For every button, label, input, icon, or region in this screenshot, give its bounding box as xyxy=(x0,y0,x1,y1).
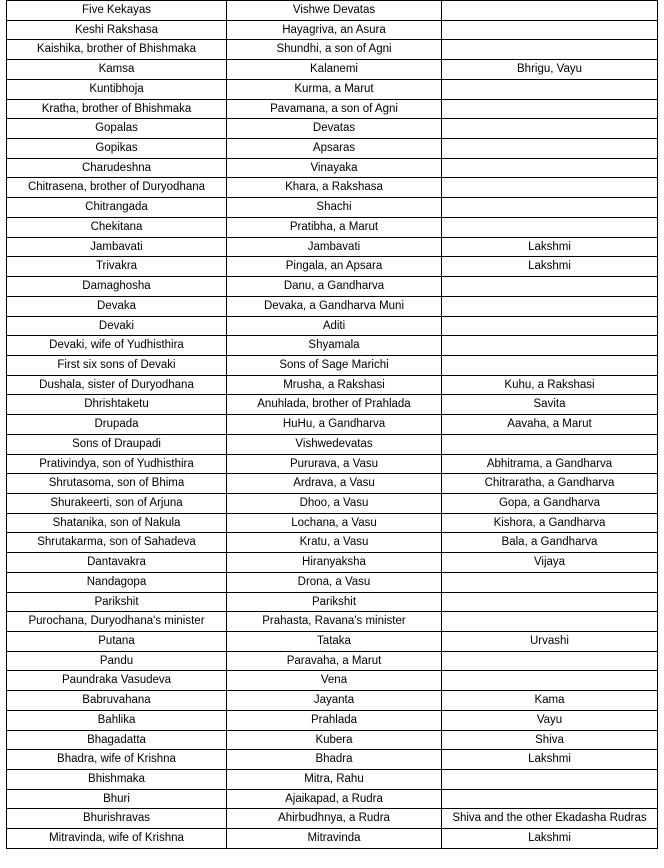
table-row xyxy=(7,829,658,849)
table-cell: Sons of Sage Marichi xyxy=(227,355,442,375)
table-cell: Khara, a Rakshasa xyxy=(227,178,442,198)
table-cell: Dhrishtaketu xyxy=(7,395,227,415)
table-cell xyxy=(442,572,658,592)
table-cell: Devaki, wife of Yudhisthira xyxy=(7,336,227,356)
table-cell: Mitravinda, wife of Krishna xyxy=(7,829,227,849)
table-cell: Kurma, a Marut xyxy=(227,79,442,99)
table-cell: Bala, a Gandharva xyxy=(442,533,658,553)
table-row xyxy=(7,691,658,711)
table-row xyxy=(7,710,658,730)
table-cell: Lakshmi xyxy=(442,237,658,257)
table-row xyxy=(7,750,658,770)
table-cell xyxy=(442,592,658,612)
table-row xyxy=(7,415,658,435)
table-cell: Anuhlada, brother of Prahlada xyxy=(227,395,442,415)
table-cell: Drupada xyxy=(7,415,227,435)
correspondence-table xyxy=(6,0,658,849)
table-cell: Aavaha, a Marut xyxy=(442,415,658,435)
table-cell: Shatanika, son of Nakula xyxy=(7,513,227,533)
table-cell: Mitravinda xyxy=(227,829,442,849)
table-cell: Pururava, a Vasu xyxy=(227,454,442,474)
table-cell: Putana xyxy=(7,632,227,652)
table-cell xyxy=(442,198,658,218)
table-cell: Chitrasena, brother of Duryodhana xyxy=(7,178,227,198)
table-row xyxy=(7,493,658,513)
table-cell xyxy=(442,119,658,139)
table-cell xyxy=(442,178,658,198)
table-cell: Vishwe Devatas xyxy=(227,1,442,21)
table-cell: Kuhu, a Rakshasi xyxy=(442,375,658,395)
table-cell: Gopalas xyxy=(7,119,227,139)
table-row xyxy=(7,474,658,494)
table-row xyxy=(7,198,658,218)
table-cell: Jambavati xyxy=(7,237,227,257)
table-row xyxy=(7,375,658,395)
table-cell: Kaishika, brother of Bhishmaka xyxy=(7,40,227,60)
table-row xyxy=(7,178,658,198)
table-cell: Devatas xyxy=(227,119,442,139)
table-row xyxy=(7,139,658,159)
table-cell: Parikshit xyxy=(227,592,442,612)
table-cell: Shurakeerti, son of Arjuna xyxy=(7,493,227,513)
table-cell: Vayu xyxy=(442,710,658,730)
table-cell: Vijaya xyxy=(442,553,658,573)
table-cell: Jayanta xyxy=(227,691,442,711)
table-cell: Kishora, a Gandharva xyxy=(442,513,658,533)
table-cell: Gopikas xyxy=(7,139,227,159)
table-cell: Charudeshna xyxy=(7,158,227,178)
table-cell: Trivakra xyxy=(7,257,227,277)
table-cell: Pandu xyxy=(7,651,227,671)
table-cell: Ajaikapad, a Rudra xyxy=(227,789,442,809)
table-cell: Shiva and the other Ekadasha Rudras xyxy=(442,809,658,829)
table-cell: Purochana, Duryodhana's minister xyxy=(7,612,227,632)
table-row xyxy=(7,730,658,750)
table-cell xyxy=(442,277,658,297)
table-cell xyxy=(442,139,658,159)
table-cell: Bhurishravas xyxy=(7,809,227,829)
table-cell: First six sons of Devaki xyxy=(7,355,227,375)
table-row xyxy=(7,395,658,415)
table-row xyxy=(7,454,658,474)
table-cell: Hiranyaksha xyxy=(227,553,442,573)
table-cell: Shiva xyxy=(442,730,658,750)
table-cell xyxy=(442,79,658,99)
table-cell: Shrutakarma, son of Sahadeva xyxy=(7,533,227,553)
table-cell: Dantavakra xyxy=(7,553,227,573)
table-cell: Vinayaka xyxy=(227,158,442,178)
table-cell: Bhuri xyxy=(7,789,227,809)
table-cell: Shrutasoma, son of Bhima xyxy=(7,474,227,494)
table-cell: Shyamala xyxy=(227,336,442,356)
table-cell: Prativindya, son of Yudhisthira xyxy=(7,454,227,474)
table-row xyxy=(7,99,658,119)
table-cell: Abhitrama, a Gandharva xyxy=(442,454,658,474)
table-cell: Mitra, Rahu xyxy=(227,770,442,790)
table-cell xyxy=(442,789,658,809)
table-cell: Nandagopa xyxy=(7,572,227,592)
table-cell: Ardrava, a Vasu xyxy=(227,474,442,494)
table-cell: Lakshmi xyxy=(442,750,658,770)
table-cell xyxy=(442,336,658,356)
table-cell: Damaghosha xyxy=(7,277,227,297)
table-cell: Devaka, a Gandharva Muni xyxy=(227,296,442,316)
table-cell: Apsaras xyxy=(227,139,442,159)
table-cell: Lakshmi xyxy=(442,257,658,277)
table-cell xyxy=(442,355,658,375)
table-cell: Tataka xyxy=(227,632,442,652)
table-cell: Bahlika xyxy=(7,710,227,730)
table-row xyxy=(7,20,658,40)
table-cell: Kalanemi xyxy=(227,60,442,80)
table-row xyxy=(7,671,658,691)
table-cell xyxy=(442,99,658,119)
table-row xyxy=(7,158,658,178)
table-row xyxy=(7,217,658,237)
table-cell: Savita xyxy=(442,395,658,415)
table-row xyxy=(7,434,658,454)
table-cell: Dushala, sister of Duryodhana xyxy=(7,375,227,395)
table-cell: Kama xyxy=(442,691,658,711)
table-cell: Bhadra, wife of Krishna xyxy=(7,750,227,770)
table-row xyxy=(7,336,658,356)
table-cell: Lakshmi xyxy=(442,829,658,849)
table-cell: Prahlada xyxy=(227,710,442,730)
table-cell: Shundhi, a son of Agni xyxy=(227,40,442,60)
table-cell: Lochana, a Vasu xyxy=(227,513,442,533)
table-row xyxy=(7,1,658,21)
table-row xyxy=(7,612,658,632)
table-cell: Babruvahana xyxy=(7,691,227,711)
table-cell: Parikshit xyxy=(7,592,227,612)
table-row xyxy=(7,355,658,375)
table-cell xyxy=(442,158,658,178)
table-cell xyxy=(442,217,658,237)
table-cell: Devaki xyxy=(7,316,227,336)
table-cell: Kamsa xyxy=(7,60,227,80)
table-row xyxy=(7,592,658,612)
table-cell: Mrusha, a Rakshasi xyxy=(227,375,442,395)
table-cell xyxy=(442,612,658,632)
table-cell: Kuntibhoja xyxy=(7,79,227,99)
table-cell xyxy=(442,296,658,316)
table-cell: Pratibha, a Marut xyxy=(227,217,442,237)
table-cell: Chitraratha, a Gandharva xyxy=(442,474,658,494)
table-cell: Pavamana, a son of Agni xyxy=(227,99,442,119)
table-cell: Bhishmaka xyxy=(7,770,227,790)
table-cell: Gopa, a Gandharva xyxy=(442,493,658,513)
table-cell: Dhoo, a Vasu xyxy=(227,493,442,513)
table-row xyxy=(7,513,658,533)
table-cell: Kubera xyxy=(227,730,442,750)
table-cell xyxy=(442,20,658,40)
table-row xyxy=(7,770,658,790)
table-cell: Vishwedevatas xyxy=(227,434,442,454)
table-cell xyxy=(442,316,658,336)
table-row xyxy=(7,316,658,336)
table-cell xyxy=(442,434,658,454)
table-row xyxy=(7,533,658,553)
table-row xyxy=(7,257,658,277)
table-cell: Urvashi xyxy=(442,632,658,652)
table-cell: Kratu, a Vasu xyxy=(227,533,442,553)
table-cell: Sons of Draupadi xyxy=(7,434,227,454)
table-row xyxy=(7,651,658,671)
table-cell: Chekitana xyxy=(7,217,227,237)
table-cell xyxy=(442,770,658,790)
table-cell: Ahirbudhnya, a Rudra xyxy=(227,809,442,829)
table-cell: Devaka xyxy=(7,296,227,316)
table-cell: Bhrigu, Vayu xyxy=(442,60,658,80)
table-row xyxy=(7,237,658,257)
table-cell: Bhadra xyxy=(227,750,442,770)
table-row xyxy=(7,632,658,652)
table-row xyxy=(7,60,658,80)
table-cell xyxy=(442,651,658,671)
table-cell: Keshi Rakshasa xyxy=(7,20,227,40)
table-cell: Pingala, an Apsara xyxy=(227,257,442,277)
table-row xyxy=(7,40,658,60)
table-cell: Jambavati xyxy=(227,237,442,257)
table-cell: Prahasta, Ravana's minister xyxy=(227,612,442,632)
table-row xyxy=(7,809,658,829)
table-row xyxy=(7,277,658,297)
table-cell: Paravaha, a Marut xyxy=(227,651,442,671)
table-cell: Drona, a Vasu xyxy=(227,572,442,592)
table-cell: Shachi xyxy=(227,198,442,218)
table-cell xyxy=(442,40,658,60)
table-row xyxy=(7,79,658,99)
table-cell: Paundraka Vasudeva xyxy=(7,671,227,691)
table-cell: HuHu, a Gandharva xyxy=(227,415,442,435)
table-cell: Kratha, brother of Bhishmaka xyxy=(7,99,227,119)
table-row xyxy=(7,553,658,573)
table-cell: Hayagriva, an Asura xyxy=(227,20,442,40)
table-cell: Danu, a Gandharva xyxy=(227,277,442,297)
table-body xyxy=(7,1,658,849)
table-cell: Five Kekayas xyxy=(7,1,227,21)
table-cell: Bhagadatta xyxy=(7,730,227,750)
table-cell xyxy=(442,671,658,691)
table-cell xyxy=(442,1,658,21)
table-cell: Chitrangada xyxy=(7,198,227,218)
table-cell: Vena xyxy=(227,671,442,691)
table-row xyxy=(7,572,658,592)
table-cell: Aditi xyxy=(227,316,442,336)
table-row xyxy=(7,119,658,139)
table-row xyxy=(7,296,658,316)
table-row xyxy=(7,789,658,809)
